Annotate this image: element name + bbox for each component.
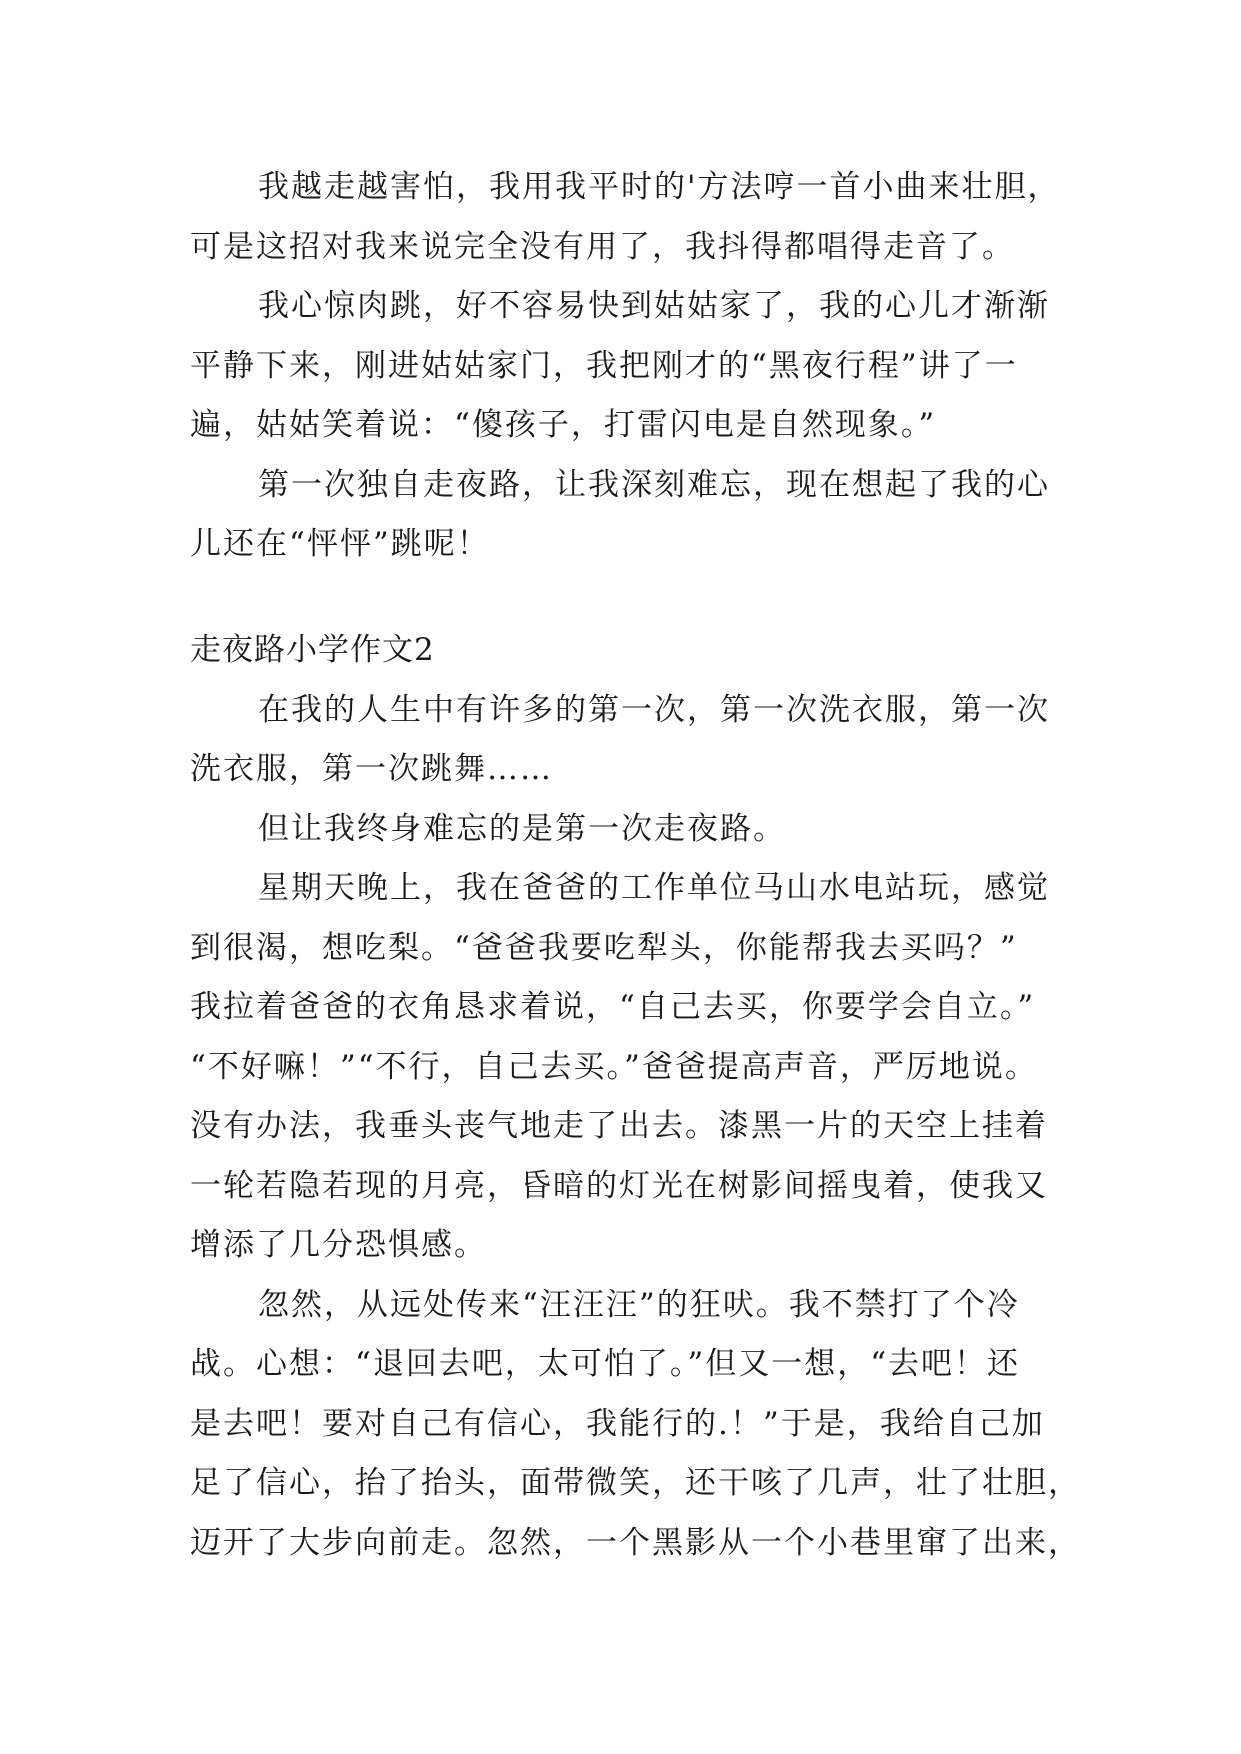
- paragraph-line: 可是这招对我来说完全没有用了，我抖得都唱得走音了。: [190, 229, 1015, 265]
- paragraph-line: 我心惊肉跳，好不容易快到姑姑家了，我的心儿才渐渐: [258, 288, 1050, 324]
- paragraph-line: 儿还在“怦怦”跳呢！: [190, 526, 490, 562]
- paragraph-line: 但让我终身难忘的是第一次走夜路。: [258, 811, 786, 847]
- paragraph-line: 我越走越害怕，我用我平时的'方法哼一首小曲来壮胆，: [258, 169, 1061, 205]
- paragraph-line: 迈开了大步向前走。忽然，一个黑影从一个小巷里窜了出来，: [190, 1525, 1081, 1561]
- paragraph-line: 平静下来，刚进姑姑家门，我把刚才的“黑夜行程”讲了一: [190, 348, 1018, 384]
- paragraph-line: 战。心想：“退回去吧，太可怕了。”但又一想，“去吧！还: [190, 1346, 1021, 1382]
- paragraph-line: 在我的人生中有许多的第一次，第一次洗衣服，第一次: [258, 692, 1050, 728]
- section-title: 走夜路小学作文2: [190, 632, 435, 668]
- paragraph-line: 我拉着爸爸的衣角恳求着说，“自己去买，你要学会自立。”: [190, 989, 1036, 1025]
- paragraph-line: 星期天晚上，我在爸爸的工作单位马山水电站玩，感觉: [258, 870, 1050, 906]
- paragraph-line: 一轮若隐若现的月亮，昏暗的灯光在树影间摇曳着，使我又: [190, 1168, 1048, 1204]
- paragraph-line: 洗衣服，第一次跳舞……: [190, 751, 553, 787]
- paragraph-line: 遍，姑姑笑着说：“傻孩子，打雷闪电是自然现象。”: [190, 407, 937, 443]
- paragraph-line: 足了信心，抬了抬头，面带微笑，还干咳了几声，壮了壮胆，: [190, 1465, 1081, 1501]
- paragraph-line: 没有办法，我垂头丧气地走了出去。漆黑一片的天空上挂着: [190, 1108, 1048, 1144]
- paragraph-line: 到很渴，想吃梨。“爸爸我要吃犁头，你能帮我去买吗？”: [190, 930, 1018, 966]
- paragraph-line: 是去吧！要对自己有信心，我能行的.！”于是，我给自己加: [190, 1406, 1045, 1442]
- paragraph-line: 增添了几分恐惧感。: [190, 1227, 487, 1263]
- paragraph-line: 第一次独自走夜路，让我深刻难忘，现在想起了我的心: [258, 467, 1050, 503]
- paragraph-line: “不好嘛！”“不行，自己去买。”爸爸提高声音，严厉地说。: [190, 1049, 1038, 1085]
- paragraph-line: 忽然，从远处传来“汪汪汪”的狂吠。我不禁打了个冷: [258, 1287, 1020, 1323]
